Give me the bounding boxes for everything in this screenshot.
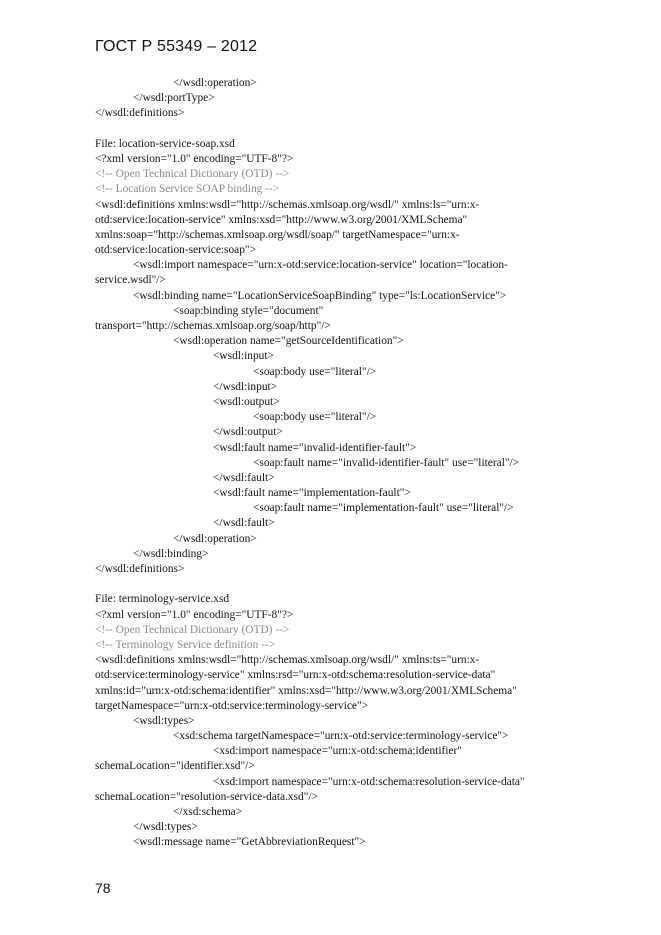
code-line: <wsdl:definitions xmlns:wsdl="http://schemas.xmlsoap.org/wsdl/" xmlns:ls="urn:x- bbox=[95, 198, 480, 211]
code-line: <soap:binding style="document" bbox=[173, 304, 324, 317]
code-line: <wsdl:fault name="invalid-identifier-fault"> bbox=[213, 441, 417, 454]
code-line: </wsdl:definitions> bbox=[95, 107, 185, 120]
code-line: <wsdl:fault name="implementation-fault"> bbox=[213, 487, 411, 500]
code-line: <wsdl:types> bbox=[133, 714, 195, 727]
code-line: </wsdl:input> bbox=[213, 380, 278, 393]
code-line: <?xml version="1.0" encoding="UTF-8"?> bbox=[95, 152, 294, 165]
code-line: </wsdl:output> bbox=[213, 426, 283, 439]
code-line: </wsdl:definitions> bbox=[95, 563, 185, 575]
code-line: <wsdl:message name="GetAbbreviationRequest"> bbox=[133, 836, 366, 849]
blank-line bbox=[95, 577, 595, 592]
code-line: </wsdl:types> bbox=[133, 821, 198, 834]
code-line: <wsdl:definitions xmlns:wsdl="http://schemas.xmlsoap.org/wsdl/" xmlns:ts="urn:x- bbox=[95, 654, 480, 667]
code-line: service.wsdl"/> bbox=[95, 274, 166, 287]
code-line: <!-- Open Technical Dictionary (OTD) --> bbox=[95, 623, 290, 636]
code-line: <?xml version="1.0" encoding="UTF-8"?> bbox=[95, 608, 294, 621]
code-line: <!-- Open Technical Dictionary (OTD) --> bbox=[95, 168, 290, 181]
code-line: File: location-service-soap.xsd bbox=[95, 137, 235, 150]
code-line: otd:service:location-service" xmlns:xsd="http://www.w3.org/2001/XMLSchema" bbox=[95, 213, 468, 226]
blank-line bbox=[95, 122, 595, 137]
code-line: <soap:body use="literal"/> bbox=[253, 365, 377, 378]
code-line: <soap:fault name="implementation-fault" use="literal"/> bbox=[253, 502, 514, 515]
code-line: </wsdl:fault> bbox=[213, 471, 275, 484]
code-line: <wsdl:binding name="LocationServiceSoapBinding" type="ls:LocationService"> bbox=[133, 289, 507, 302]
code-line: transport="http://schemas.xmlsoap.org/soap/http"/> bbox=[95, 320, 331, 332]
code-line: xmlns:id="urn:x-otd:schema:identifier" xmlns:xsd="http://www.w3.org/2001/XMLSchema" bbox=[95, 684, 517, 697]
code-line: <wsdl:operation name="getSourceIdentification"> bbox=[173, 335, 404, 348]
code-listing bbox=[95, 76, 595, 851]
code-line: </wsdl:fault> bbox=[213, 517, 275, 530]
code-line: <xsd:import namespace="urn:x-otd:schema:identifier" bbox=[213, 745, 462, 758]
code-line: otd:service:terminology-service" xmlns:rsd="urn:x-otd:schema:resolution-service-data" bbox=[95, 669, 496, 682]
code-line: <xsd:import namespace="urn:x-otd:schema:resolution-service-data" bbox=[213, 775, 525, 788]
code-line: schemaLocation="identifier.xsd"/> bbox=[95, 760, 255, 773]
code-line: </wsdl:operation> bbox=[173, 532, 257, 545]
document-header: ГОСТ Р 55349 – 2012 bbox=[95, 38, 258, 55]
code-line: <wsdl:input> bbox=[213, 350, 274, 363]
code-line: <soap:fault name="invalid-identifier-fault" use="literal"/> bbox=[253, 456, 520, 469]
code-line: <wsdl:output> bbox=[213, 395, 280, 408]
code-line: <wsdl:import namespace="urn:x-otd:service:location-service" location="location- bbox=[133, 259, 508, 272]
code-line: </wsdl:portType> bbox=[133, 92, 215, 105]
code-line: <!-- Location Service SOAP binding --> bbox=[95, 183, 280, 196]
code-line: <!-- Terminology Service definition --> bbox=[95, 638, 276, 651]
code-line: File: terminology-service.xsd bbox=[95, 593, 230, 606]
code-line: </xsd:schema> bbox=[173, 806, 243, 818]
code-line: xmlns:soap="http://schemas.xmlsoap.org/wsdl/soap/" targetNamespace="urn:x- bbox=[95, 228, 460, 241]
code-line: targetNamespace="urn:x-otd:service:terminology-service"> bbox=[95, 699, 369, 712]
code-line: </wsdl:binding> bbox=[133, 547, 209, 560]
code-line: otd:service:location-service:soap"> bbox=[95, 244, 256, 257]
code-line: </wsdl:operation> bbox=[173, 77, 257, 89]
page-number: 78 bbox=[95, 880, 111, 896]
code-line: <xsd:schema targetNamespace="urn:x-otd:service:terminology-service"> bbox=[173, 730, 509, 743]
code-line: schemaLocation="resolution-service-data.xsd"/> bbox=[95, 790, 318, 803]
code-line: <soap:body use="literal"/> bbox=[253, 411, 377, 424]
